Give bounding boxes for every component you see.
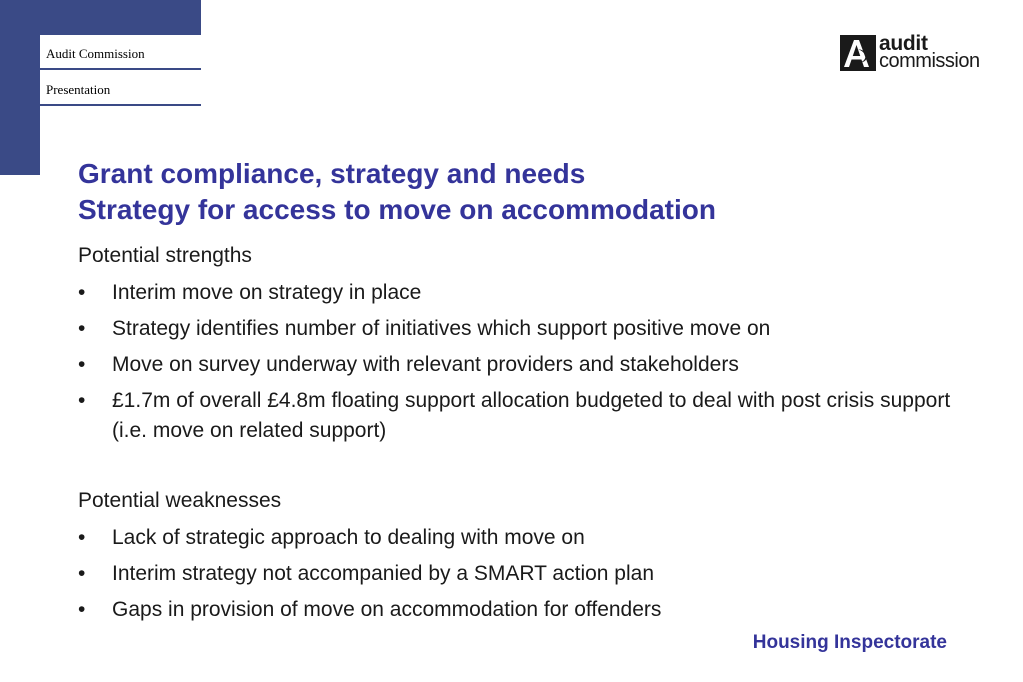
list-item-text: Interim strategy not accompanied by a SMART action plan	[112, 562, 655, 585]
slide-title-line-1: Grant compliance, strategy and needs	[78, 158, 586, 189]
list-item	[78, 314, 958, 344]
list-item	[78, 386, 958, 446]
bullet-icon: •	[78, 598, 86, 621]
list-item-text: Gaps in provision of move on accommodation for offenders	[112, 598, 662, 621]
audit-commission-logo	[840, 33, 1000, 73]
list-item	[78, 278, 958, 308]
weaknesses-heading: Potential weaknesses	[78, 489, 282, 512]
list-item-text: Strategy identifies number of initiatives which support positive move on	[112, 317, 771, 340]
header-org-label: Audit Commission	[46, 46, 145, 61]
bullet-icon: •	[78, 389, 86, 412]
strengths-list	[78, 278, 958, 446]
header-divider	[40, 68, 201, 70]
strengths-heading: Potential strengths	[78, 244, 252, 267]
decorative-side-bar	[0, 0, 40, 175]
header-divider	[40, 104, 201, 106]
bullet-icon: •	[78, 526, 86, 549]
audit-commission-logo-mark-icon	[840, 35, 876, 71]
list-item-text: Move on survey underway with relevant providers and stakeholders	[112, 353, 739, 376]
list-item	[78, 523, 958, 553]
list-item-text: Interim move on strategy in place	[112, 281, 422, 304]
section-spacer	[78, 452, 958, 486]
header-doc-type: Presentation	[46, 82, 111, 97]
list-item-text: Lack of strategic approach to dealing with move on	[112, 526, 585, 549]
bullet-icon: •	[78, 317, 86, 340]
bullet-icon: •	[78, 562, 86, 585]
footer-housing-inspectorate: Housing Inspectorate	[752, 632, 947, 653]
slide-body	[78, 241, 958, 631]
weaknesses-list	[78, 523, 958, 625]
list-item	[78, 559, 958, 589]
bullet-icon: •	[78, 353, 86, 376]
slide-title-line-2: Strategy for access to move on accommodation	[78, 194, 716, 225]
decorative-top-bar	[40, 0, 201, 35]
logo-text-commission: commission	[879, 50, 980, 72]
slide-title	[78, 156, 716, 228]
list-item	[78, 595, 958, 625]
bullet-icon: •	[78, 281, 86, 304]
logo-text-audit: audit	[879, 32, 928, 55]
list-item	[78, 350, 958, 380]
list-item-text: £1.7m of overall £4.8m floating support allocation budgeted to deal with post crisis support (i.e. move on related support)	[112, 389, 951, 442]
